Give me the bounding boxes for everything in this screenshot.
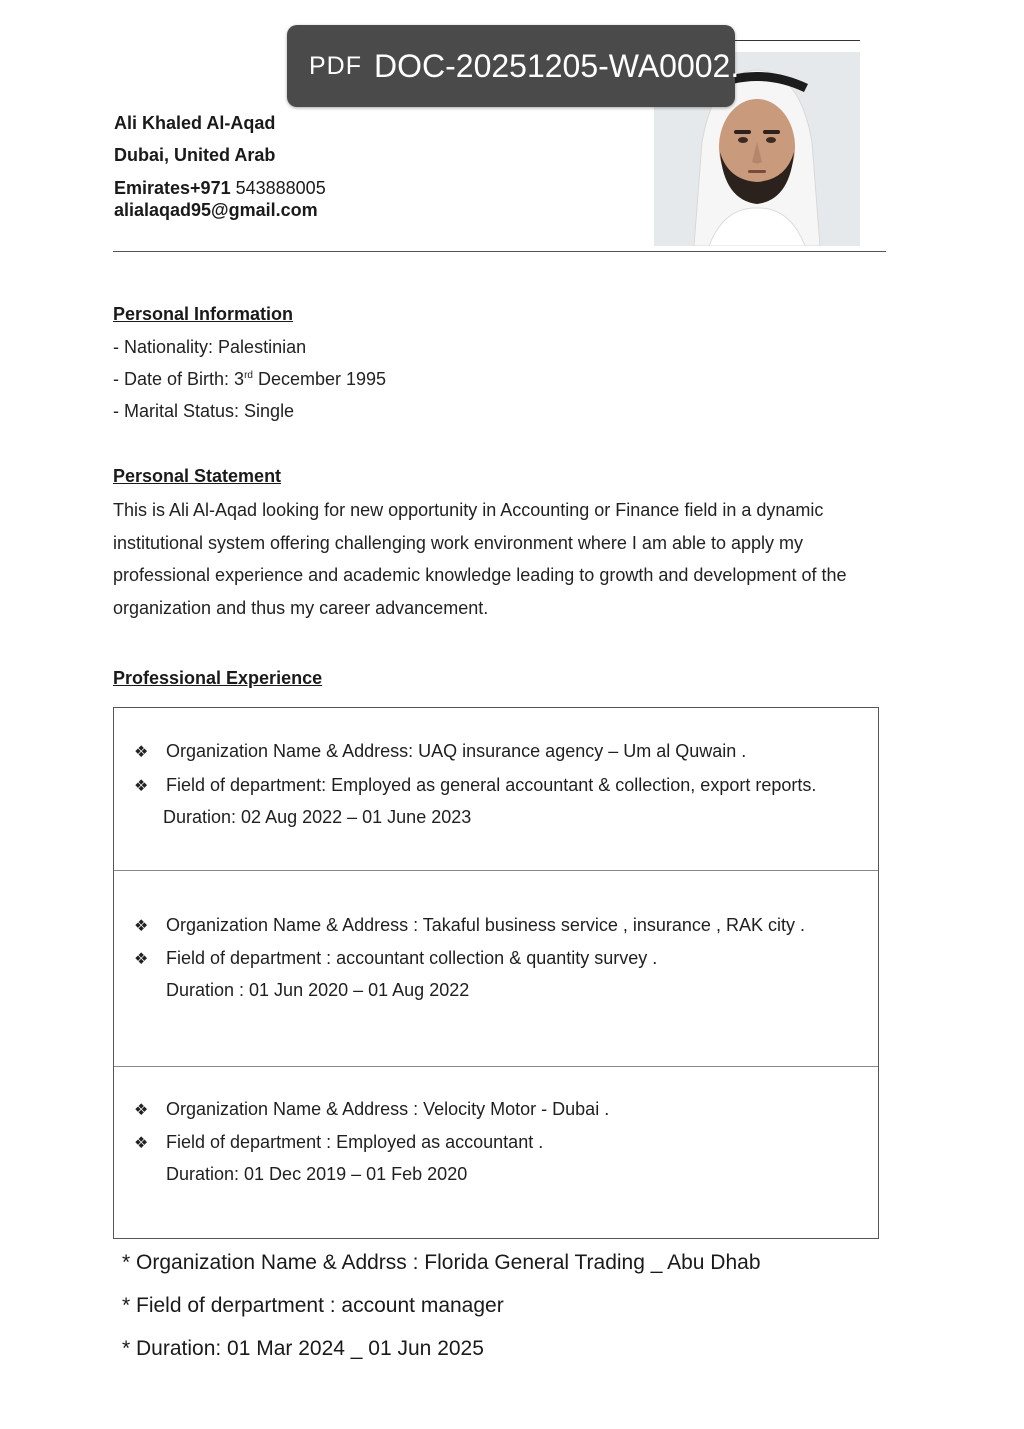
bullet-icon: ❖	[134, 778, 149, 795]
personal-info-title: Personal Information	[113, 304, 294, 324]
bullet-icon: ❖	[134, 1102, 149, 1119]
personal-statement-title: Personal Statement	[113, 466, 282, 486]
experience-divider	[114, 870, 878, 871]
experience-org: Organization Name & Address : Velocity Motor - Dubai .	[166, 1099, 610, 1119]
experience-org: Organization Name & Address: UAQ insurance agency – Um al Quwain .	[166, 741, 747, 761]
experience-title: Professional Experience	[113, 668, 323, 688]
pdf-filename: DOC-20251205-WA0002.	[374, 47, 740, 84]
experience-duration: Duration: 01 Dec 2019 – 01 Feb 2020	[166, 1164, 468, 1184]
experience-divider	[114, 1066, 878, 1067]
header-divider	[113, 251, 886, 252]
date-of-birth	[113, 369, 386, 390]
phone-number: 543888005	[235, 178, 326, 198]
candidate-name: Ali Khaled Al-Aqad	[114, 113, 276, 133]
candidate-phone	[114, 178, 326, 199]
experience-org: Organization Name & Address : Takaful business service , insurance , RAK city .	[166, 915, 805, 935]
nationality: - Nationality: Palestinian	[113, 337, 307, 357]
experience-field: Field of department: Employed as general accountant & collection, export reports.	[166, 775, 817, 795]
pdf-icon: PDF	[309, 51, 362, 80]
bullet-icon: ❖	[134, 744, 149, 761]
extra-org: * Organization Name & Addrss : Florida General Trading _ Abu Dhab	[122, 1251, 761, 1274]
experience-field: Field of department : accountant collection & quantity survey .	[166, 948, 658, 968]
pdf-filename-banner[interactable]	[287, 25, 740, 107]
phone-prefix: Emirates+971	[114, 178, 231, 198]
extra-field: * Field of derpartment : account manager	[122, 1294, 504, 1317]
dob-suffix: December 1995	[252, 369, 387, 389]
candidate-email: alialaqad95@gmail.com	[114, 200, 318, 220]
bullet-icon: ❖	[134, 918, 149, 935]
bullet-icon: ❖	[134, 951, 149, 968]
experience-field: Field of department : Employed as accountant .	[166, 1132, 544, 1152]
bullet-icon: ❖	[134, 1135, 149, 1152]
experience-table	[113, 707, 879, 1239]
candidate-city: Dubai, United Arab	[114, 145, 276, 165]
experience-duration: Duration : 01 Jun 2020 – 01 Aug 2022	[166, 980, 470, 1000]
marital-status: - Marital Status: Single	[113, 401, 295, 421]
dob-prefix: - Date of Birth: 3	[113, 369, 245, 389]
personal-statement-text: This is Ali Al-Aqad looking for new opportunity in Accounting or Finance field in a dynamic institutional system offering challenging work environment where I am able to apply my professional experience and academic knowledge leading to growth and development of the organization and thus my career advancement.	[113, 500, 847, 618]
experience-duration: Duration: 02 Aug 2022 – 01 June 2023	[163, 807, 472, 827]
dob-ordinal: rd	[244, 370, 253, 381]
extra-duration: * Duration: 01 Mar 2024 _ 01 Jun 2025	[122, 1337, 484, 1360]
